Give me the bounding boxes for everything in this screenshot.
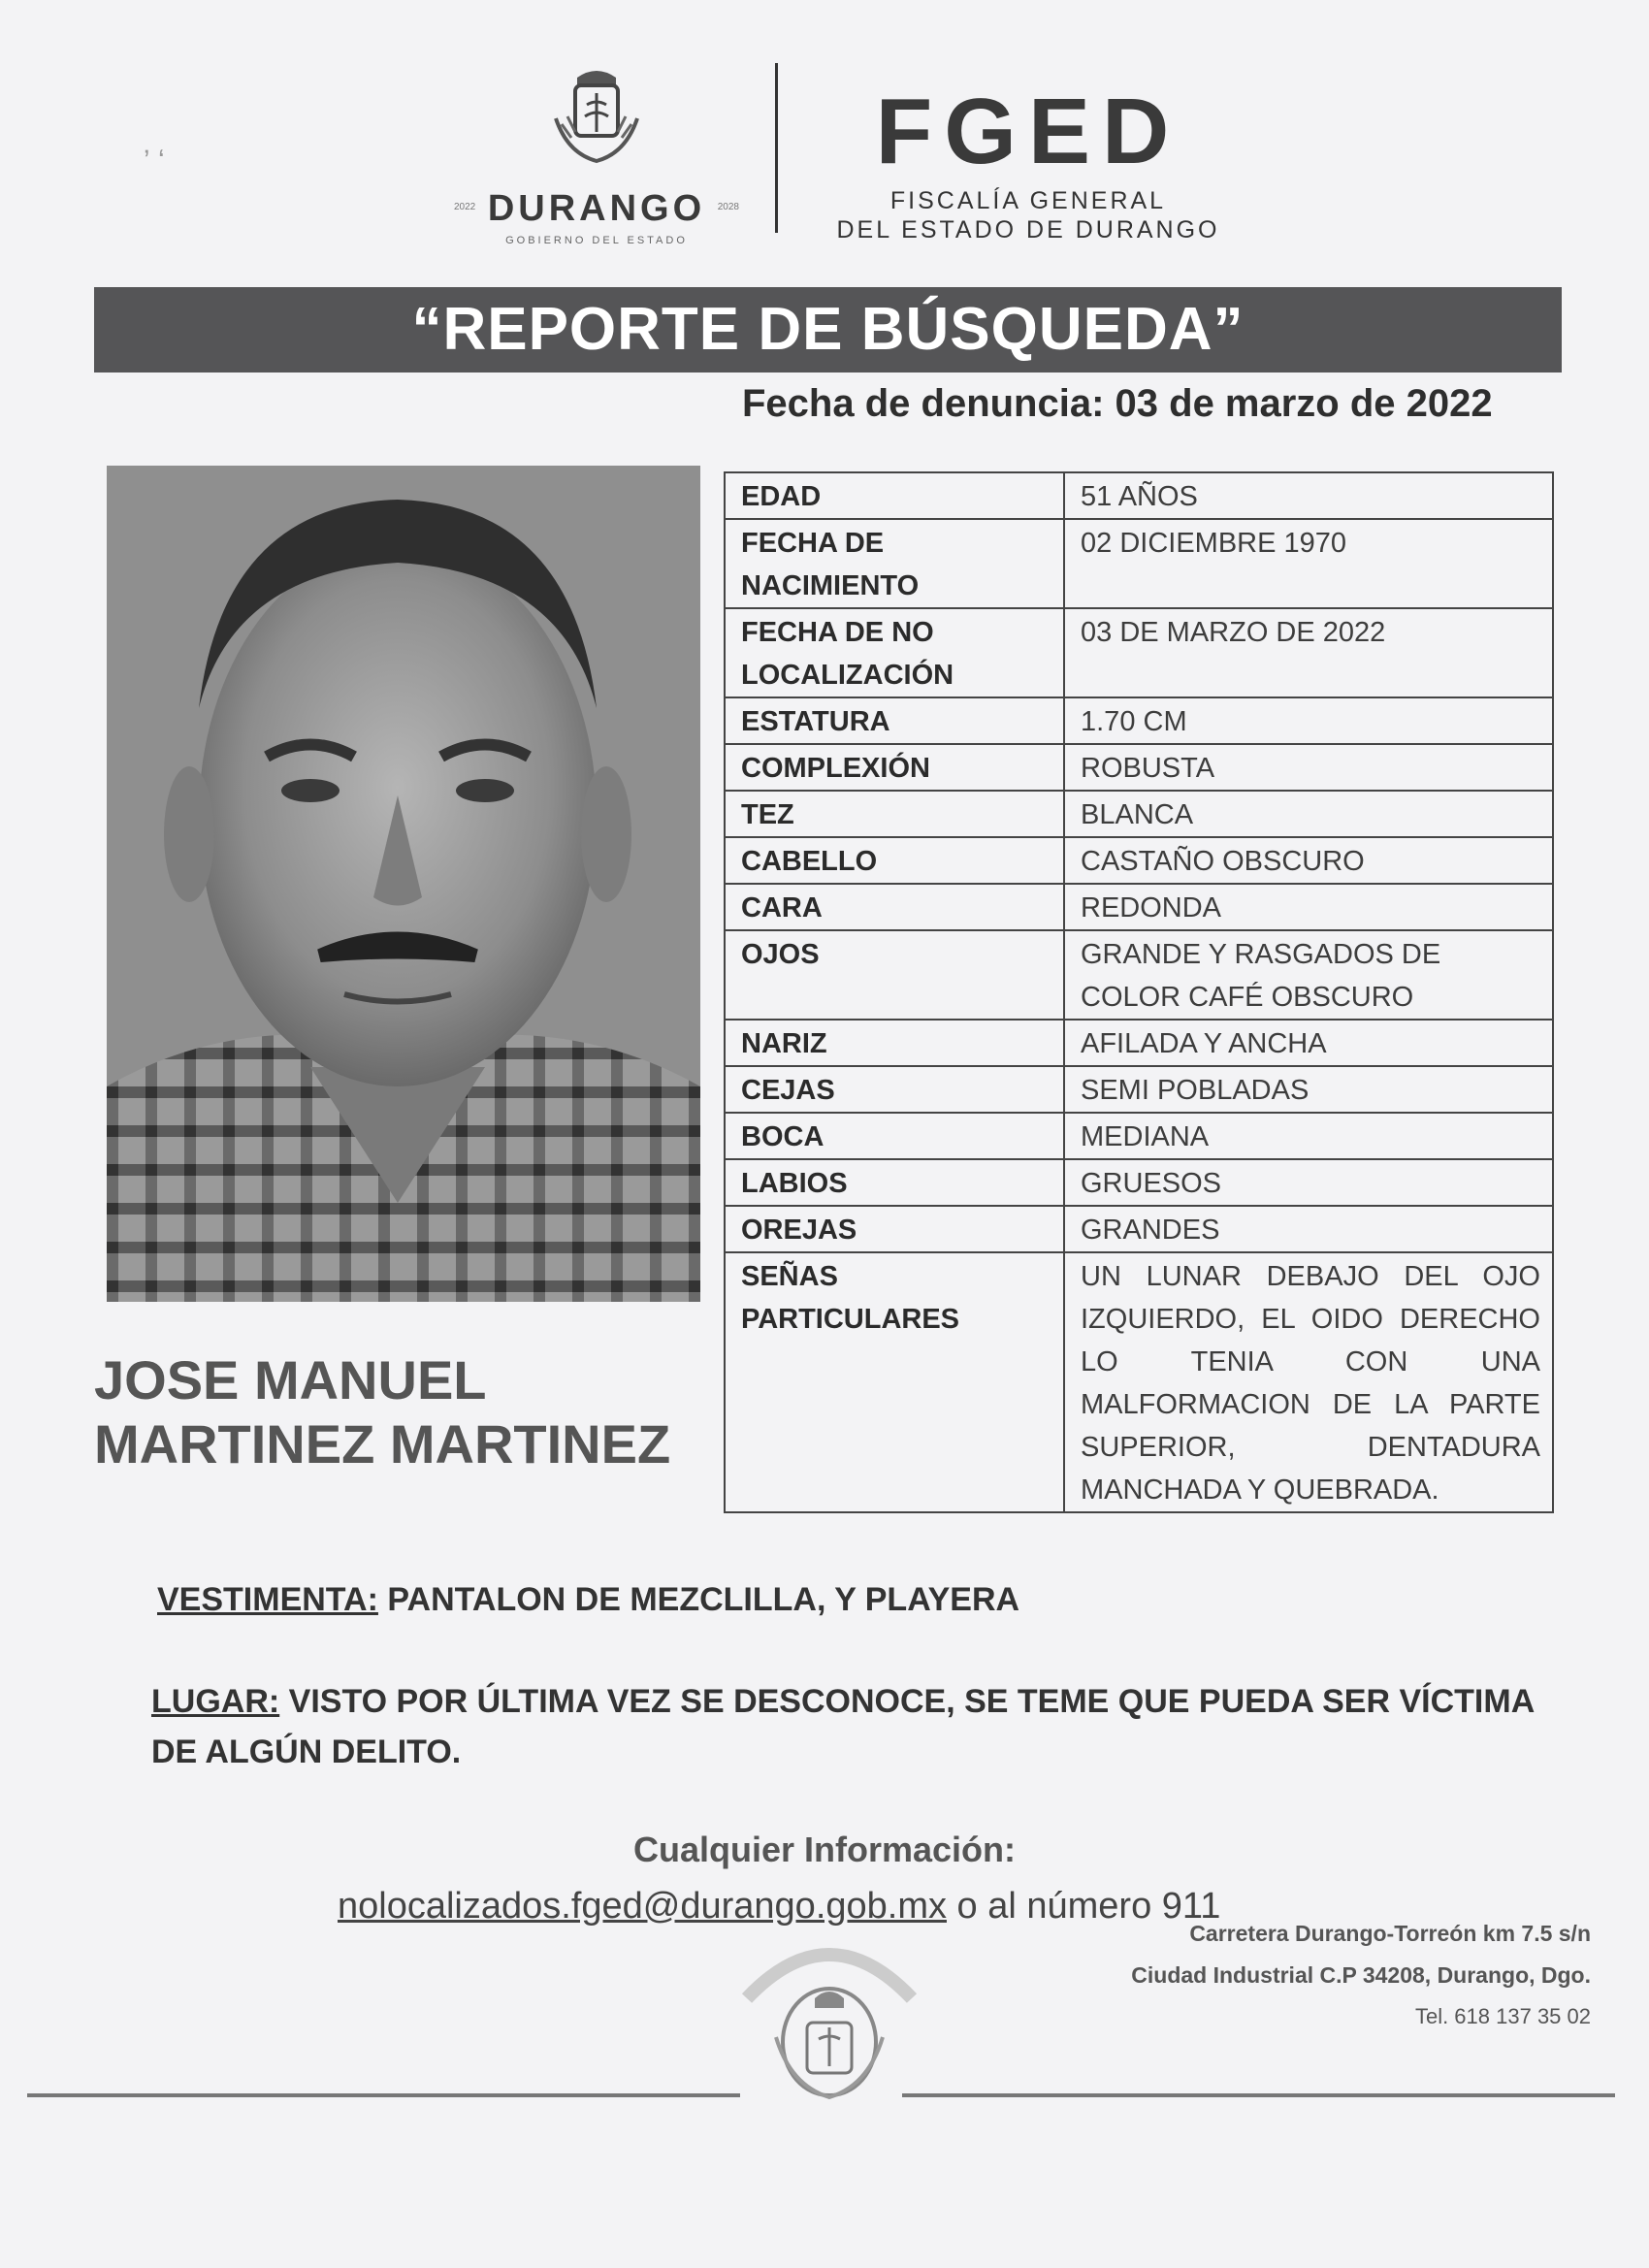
table-row: [725, 1066, 1553, 1113]
lugar: [151, 1676, 1558, 1777]
address-line-1: Carretera Durango-Torreón km 7.5 s/n: [1189, 1921, 1591, 1946]
table-row: [725, 884, 1553, 930]
person-name-line1: JOSE MANUEL: [94, 1349, 487, 1410]
contact-phone: o al número 911: [946, 1886, 1221, 1927]
durango-wordmark: DURANGO: [487, 188, 706, 229]
feature-label: CABELLO: [725, 837, 1064, 884]
feature-value: 1.70 CM: [1064, 697, 1553, 744]
contact-email-link[interactable]: nolocalizados.fged@durango.gob.mx: [338, 1886, 947, 1927]
feature-label: FECHA DE NACIMIENTO: [725, 519, 1064, 608]
table-row: [725, 930, 1553, 1020]
vestimenta-label: VESTIMENTA:: [157, 1581, 378, 1618]
table-row: [725, 1020, 1553, 1066]
fged-title: FGED: [875, 80, 1181, 183]
contact-heading: Cualquier Información:: [632, 1830, 1017, 1869]
feature-label: OREJAS: [725, 1206, 1064, 1252]
table-row: [725, 1252, 1553, 1512]
feature-label: LABIOS: [725, 1159, 1064, 1206]
feature-label: ESTATURA: [725, 697, 1064, 744]
feature-value: GRUESOS: [1064, 1159, 1553, 1206]
feature-value: GRANDE Y RASGADOS DE COLOR CAFÉ OBSCURO: [1064, 930, 1553, 1020]
feature-value: SEMI POBLADAS: [1064, 1066, 1553, 1113]
feature-value: 03 DE MARZO DE 2022: [1064, 608, 1553, 697]
feature-value: GRANDES: [1064, 1206, 1553, 1252]
footer-rule-right: [902, 2093, 1615, 2097]
durango-subtitle: GOBIERNO DEL ESTADO: [505, 235, 688, 246]
lugar-text: VISTO POR ÚLTIMA VEZ SE DESCONOCE, SE TEME QUE PUEDA SER VÍCTIMA DE ALGÚN DELITO.: [151, 1683, 1534, 1770]
feature-value: AFILADA Y ANCHA: [1064, 1020, 1553, 1066]
durango-logo: [446, 60, 747, 254]
feature-value: REDONDA: [1064, 884, 1553, 930]
table-row: [725, 472, 1553, 519]
feature-value: BLANCA: [1064, 791, 1553, 837]
features-table: [724, 471, 1554, 1513]
feature-label: COMPLEXIÓN: [725, 744, 1064, 791]
table-row: [725, 608, 1553, 697]
person-name: [94, 1348, 670, 1476]
footer-rule-left: [27, 2093, 740, 2097]
table-row: [725, 697, 1553, 744]
fged-logo: [834, 80, 1222, 244]
feature-label: OJOS: [725, 930, 1064, 1020]
address-phone: Tel. 618 137 35 02: [1414, 2004, 1591, 2028]
lugar-label: LUGAR:: [151, 1683, 280, 1720]
table-row: [725, 519, 1553, 608]
fged-subtitle-2: DEL ESTADO DE DURANGO: [836, 216, 1220, 243]
crest-icon: [548, 60, 645, 186]
feature-label: EDAD: [725, 472, 1064, 519]
feature-label: NARIZ: [725, 1020, 1064, 1066]
address-line-2: Ciudad Industrial C.P 34208, Durango, Dgo.: [1131, 1962, 1591, 1988]
header-divider: [775, 63, 778, 233]
feature-value: CASTAÑO OBSCURO: [1064, 837, 1553, 884]
feature-value: ROBUSTA: [1064, 744, 1553, 791]
feature-label: TEZ: [725, 791, 1064, 837]
feature-value: UN LUNAR DEBAJO DEL OJO IZQUIERDO, EL OIDO DERECHO LO TENIA CON UNA MALFORMACION DE LA PARTE SUPERIOR, DENTADURA MANCHADA Y QUEBRADA.: [1064, 1252, 1553, 1512]
vestimenta: [157, 1581, 1019, 1619]
table-row: [725, 837, 1553, 884]
seal-icon: [737, 1930, 922, 2105]
feature-label: SEÑAS PARTICULARES: [725, 1252, 1064, 1512]
report-title: “REPORTE DE BÚSQUEDA”: [411, 296, 1245, 363]
fged-subtitle-1: FISCALÍA GENERAL: [889, 187, 1167, 214]
report-date: Fecha de denuncia: 03 de marzo de 2022: [742, 382, 1493, 425]
year-right: 2028: [717, 202, 739, 212]
feature-value: 02 DICIEMBRE 1970: [1064, 519, 1553, 608]
feature-label: FECHA DE NO LOCALIZACIÓN: [725, 608, 1064, 697]
feature-label: CARA: [725, 884, 1064, 930]
table-row: [725, 1159, 1553, 1206]
year-left: 2022: [454, 202, 476, 212]
feature-value: 51 AÑOS: [1064, 472, 1553, 519]
person-photo: [107, 466, 700, 1302]
feature-label: BOCA: [725, 1113, 1064, 1159]
table-row: [725, 1206, 1553, 1252]
feature-label: CEJAS: [725, 1066, 1064, 1113]
person-name-line2: MARTINEZ MARTINEZ: [94, 1413, 671, 1474]
report-banner: [94, 287, 1562, 373]
vestimenta-text: PANTALON DE MEZCLILLA, Y PLAYERA: [377, 1581, 1020, 1618]
table-row: [725, 744, 1553, 791]
feature-value: MEDIANA: [1064, 1113, 1553, 1159]
scan-mark: ʼ ʻ: [144, 146, 165, 178]
table-row: [725, 1113, 1553, 1159]
table-row: [725, 791, 1553, 837]
